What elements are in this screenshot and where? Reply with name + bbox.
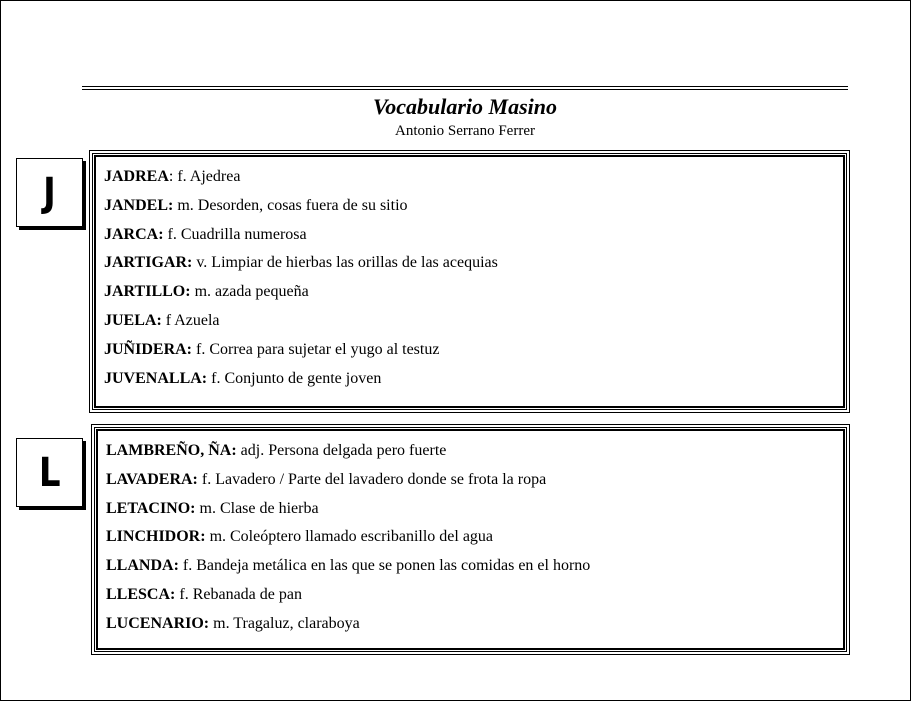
entry-term: LAMBREÑO, ÑA: [106,442,237,459]
entry [106,552,590,581]
entry-definition: m. Desorden, cosas fuera de su sitio [173,196,408,214]
entry-definition: f. Rebanada de pan [175,585,302,603]
entry-term: JARTILLO: [104,283,191,301]
entry-list-j [104,163,498,393]
section-box-j [89,150,850,413]
entry [104,365,498,394]
entry-definition: v. Limpiar de hierbas las orillas de las acequias [192,254,498,272]
entry [104,278,498,307]
entry-list-l [106,437,590,639]
entry-definition: f. Correa para sujetar el yugo al testuz [192,340,440,358]
document-title: Vocabulario Masino [373,94,557,119]
entry-term: LETACINO: [106,499,196,517]
entry [106,523,590,552]
entry-definition: f. Bandeja metálica en las que se ponen las comidas en el horno [178,557,591,575]
entry-term: JADREA [104,168,169,185]
entry-definition: : f. Ajedrea [168,168,241,185]
section-letter: J [43,169,56,216]
entry [104,192,498,221]
entry [106,581,590,610]
entry-definition: m. Coleóptero llamado escribanillo del agua [205,528,494,546]
entry [106,466,590,495]
entry-definition: m. Tragaluz, claraboya [209,614,360,632]
section-box-l [91,424,850,655]
entry-definition: f. Lavadero / Parte del lavadero donde se frota la ropa [197,470,547,488]
entry-term: LUCENARIO: [106,614,210,632]
entry [104,163,498,192]
entry [106,437,590,466]
entry [104,249,498,278]
entry-term: JUVENALLA: [104,369,208,387]
entry [104,307,498,336]
entry-term: LAVADERA: [106,470,198,488]
top-rule [82,86,848,90]
entry-term: JUÑIDERA: [104,340,192,358]
letter-box-j [16,158,83,227]
entry-term: JANDEL: [104,196,174,214]
letter-box-l [16,438,83,507]
section-letter: L [38,449,61,496]
entry-definition: f. Conjunto de gente joven [207,369,382,387]
entry-definition: f Azuela [161,311,220,329]
entry-definition: m. azada pequeña [190,283,309,301]
entry-term: LLESCA: [106,585,176,603]
entry-definition: m. Clase de hierba [195,499,319,517]
entry-term: LINCHIDOR: [106,528,206,546]
entry [106,495,590,524]
entry [106,610,590,639]
entry [104,221,498,250]
entry [104,336,498,365]
entry-definition: f. Cuadrilla numerosa [163,225,307,243]
document-author: Antonio Serrano Ferrer [395,123,535,139]
entry-definition: adj. Persona delgada pero fuerte [236,442,447,459]
entry-term: JARCA: [104,225,164,243]
entry-term: LLANDA: [106,557,179,575]
entry-term: JUELA: [104,311,162,329]
entry-term: JARTIGAR: [104,254,193,272]
